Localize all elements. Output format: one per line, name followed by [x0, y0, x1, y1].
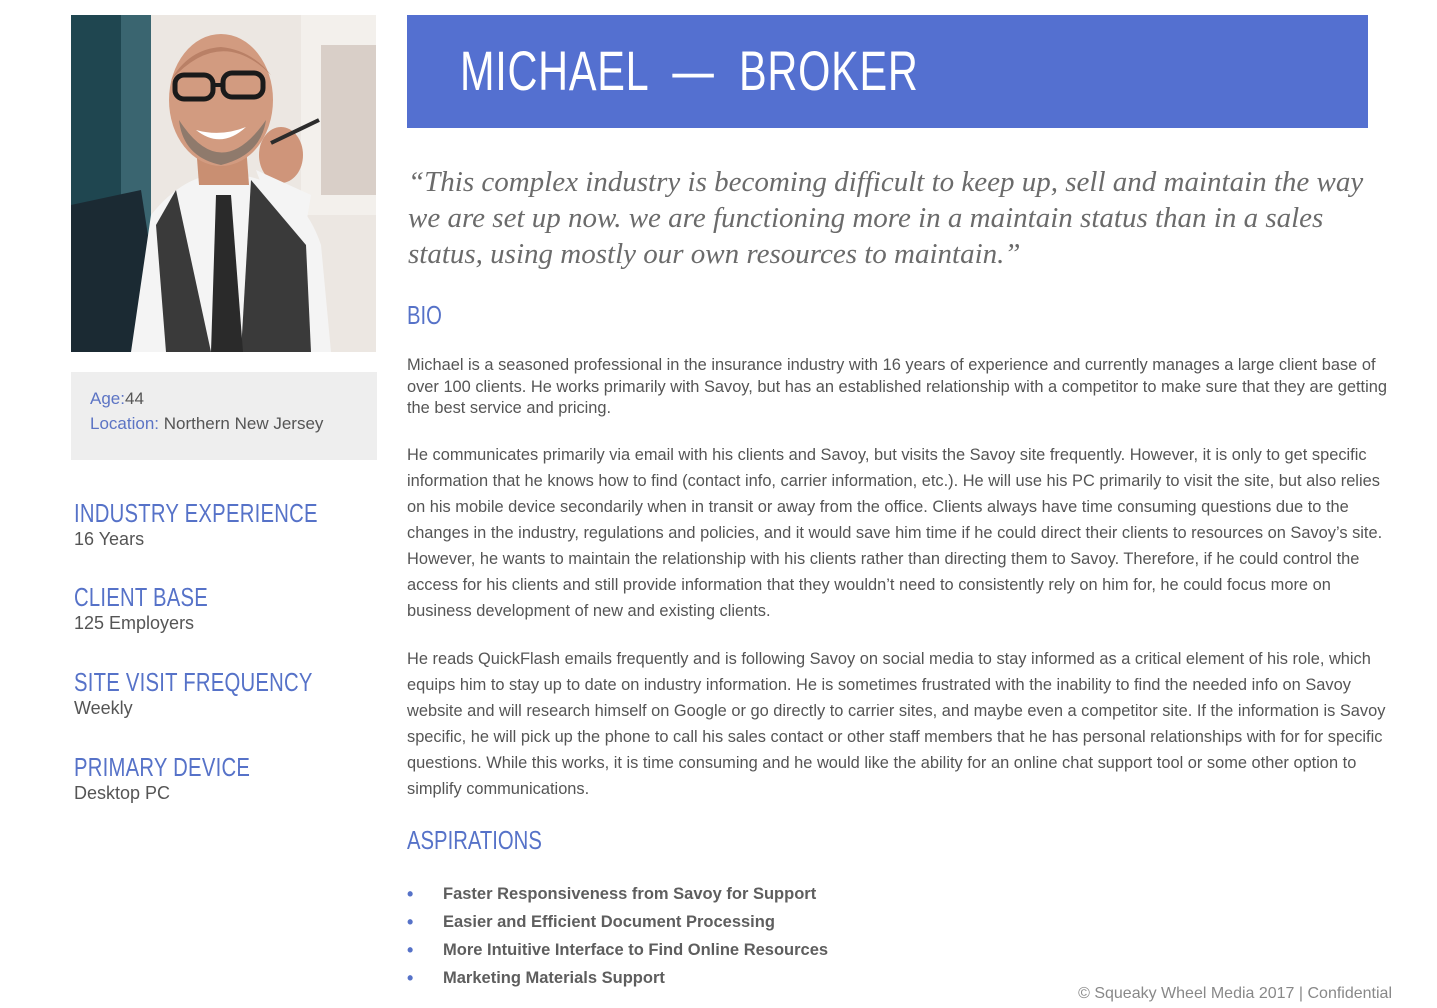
stat-title: PRIMARY DEVICE: [74, 752, 251, 782]
age-value: 44: [124, 389, 144, 408]
stat-site-visit-frequency: [74, 667, 380, 719]
stat-industry-experience: [74, 498, 386, 550]
list-item: [407, 908, 828, 936]
persona-quote: “This complex industry is becoming difficult to keep up, sell and maintain the way we are set up now. we are functioning more in a maintain status than in a sales status, using mostly our own resources to maintain.”: [408, 166, 1364, 270]
stat-client-base: [74, 582, 246, 634]
age-row: [90, 386, 377, 411]
header-banner: [407, 15, 1368, 128]
list-item: [407, 880, 828, 908]
bio-paragraph: He communicates primarily via email with his clients and Savoy, but visits the Savoy site frequently. However, it is only to get specific information that he knows how to find (contact info, carrier information, etc.). He will use his PC primarily to visit the site, but also relies on his mobile device secondarily when in transit or away from the office. Clients always have time consuming questions due to the changes in the industry, regulations and policies, and it would save him time if he could direct their clients to resources on Savoy’s site. However, he wants to maintain the relationship with his clients rather than directing them to Savoy. Therefore, if he could control the access for his clients and still provide information that they wouldn’t need to consistently rely on him for, he could focus more on business development of new and existing clients.: [407, 446, 1383, 620]
location-row: [90, 411, 377, 436]
aspiration-text: Easier and Efficient Document Processing: [443, 913, 775, 931]
stat-primary-device: [74, 752, 300, 804]
bullet-icon: •: [407, 968, 414, 988]
age-label: Age:: [90, 389, 125, 408]
aspiration-text: Faster Responsiveness from Savoy for Support: [443, 885, 817, 903]
aspiration-text: Marketing Materials Support: [443, 969, 665, 987]
copyright-footer: © Squeaky Wheel Media 2017 | Confidential: [1078, 985, 1392, 1002]
stat-value: Weekly: [74, 698, 133, 718]
aspiration-text: More Intuitive Interface to Find Online Resources: [443, 941, 829, 959]
bullet-icon: •: [407, 884, 414, 904]
stat-title: SITE VISIT FREQUENCY: [74, 667, 313, 697]
bio-paragraph: He reads QuickFlash emails frequently and is following Savoy on social media to stay informed as a critical element of his role, which equips him to stay up to date on industry information. He is sometimes frustrated with the inability to find the needed info on Savoy website and will research himself on Google or go directly to carrier sites, and maybe even a competitor site. If the information is Savoy specific, he will pick up the phone to call his sales contact or other staff members that he has personal relationships with for for specific questions. While this works, it is time consuming and he would like the ability for an online chat support tool or some other option to simplify communications.: [407, 650, 1386, 798]
stat-value: 125 Employers: [74, 613, 195, 633]
portrait-image: [71, 15, 376, 352]
profile-photo: [71, 15, 376, 352]
bullet-icon: •: [407, 912, 414, 932]
location-label: Location:: [90, 414, 159, 433]
aspirations-list: [407, 880, 828, 992]
stat-title: INDUSTRY EXPERIENCE: [74, 498, 318, 528]
stat-title: CLIENT BASE: [74, 582, 209, 612]
profile-facts-panel: [71, 372, 377, 460]
page-title: MICHAEL — BROKER: [460, 39, 919, 102]
aspirations-heading: ASPIRATIONS: [407, 825, 542, 855]
stat-value: 16 Years: [74, 529, 145, 549]
location-value: Northern New Jersey: [163, 414, 324, 433]
bio-heading: BIO: [407, 300, 442, 330]
bio-paragraph: Michael is a seasoned professional in the insurance industry with 16 years of experience and currently manages a large client base of over 100 clients. He works primarily with Savoy, but has an established relationship with a competitor to make sure that they are getting the best service and pricing.: [407, 356, 1387, 417]
list-item: [407, 936, 828, 964]
stat-value: Desktop PC: [74, 783, 171, 803]
list-item: [407, 964, 828, 992]
bullet-icon: •: [407, 940, 414, 960]
